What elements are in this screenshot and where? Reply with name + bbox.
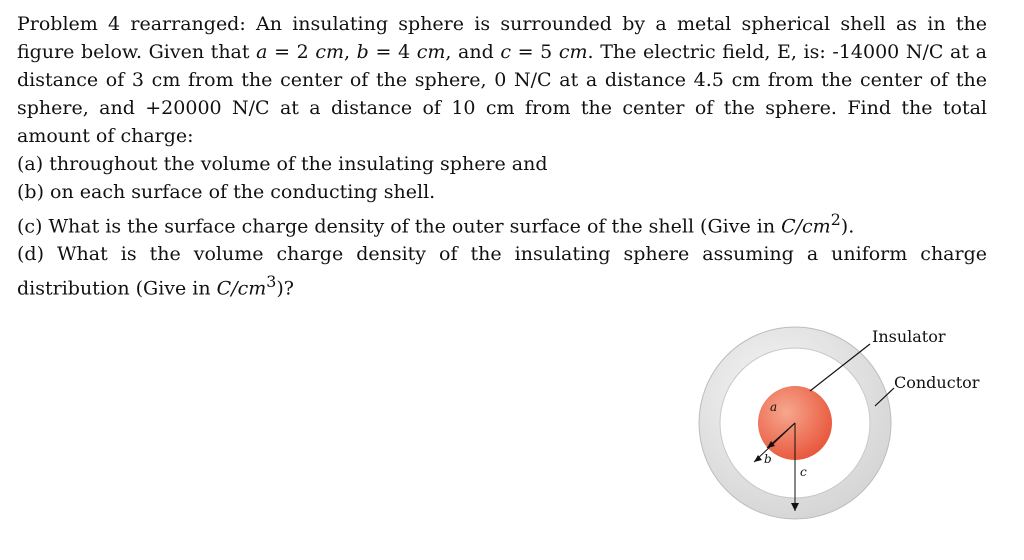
part-b: (b) on each surface of the conducting shell.	[17, 181, 436, 203]
var-a: a	[256, 41, 268, 63]
conductor-label: Conductor	[894, 373, 980, 392]
label-c: c	[800, 465, 807, 479]
label-b: b	[764, 452, 772, 466]
part-d: (d) What is the volume charge density of the insulating sphere assuming a uniform charge distribution (Give in $C/cm^3$)?	[17, 243, 987, 300]
problem-statement	[17, 10, 987, 303]
sphere-shell-diagram	[690, 316, 1010, 546]
sphere-shell-figure	[690, 316, 1010, 546]
unit-b: cm	[416, 41, 446, 63]
var-b: b	[356, 41, 369, 63]
unit-a: cm	[315, 41, 344, 63]
var-c: c	[500, 41, 512, 63]
insulator-label: Insulator	[872, 327, 946, 346]
problem-intro: Problem 4 rearranged: An insulating sphere is surrounded by a metal spherical shell as in the figure below. Given that a = 2 cm, b = 4 cm, and c = 5 cm. The electric field, E, is: -14000 N/C at a distance of 3 cm from the center of the sphere, 0 N/C at a distance 4.5 cm from the center of the sphere, and +20000 N/C at a distance of 10 cm from the center of the sphere. Find the total amount of charge:	[17, 13, 987, 147]
unit-c: cm	[558, 41, 588, 63]
part-c: (c) What is the surface charge density of the outer surface of the shell (Give in $C/cm^2$).	[17, 210, 855, 238]
label-a: a	[770, 400, 778, 414]
part-a: (a) throughout the volume of the insulating sphere and	[17, 153, 548, 175]
